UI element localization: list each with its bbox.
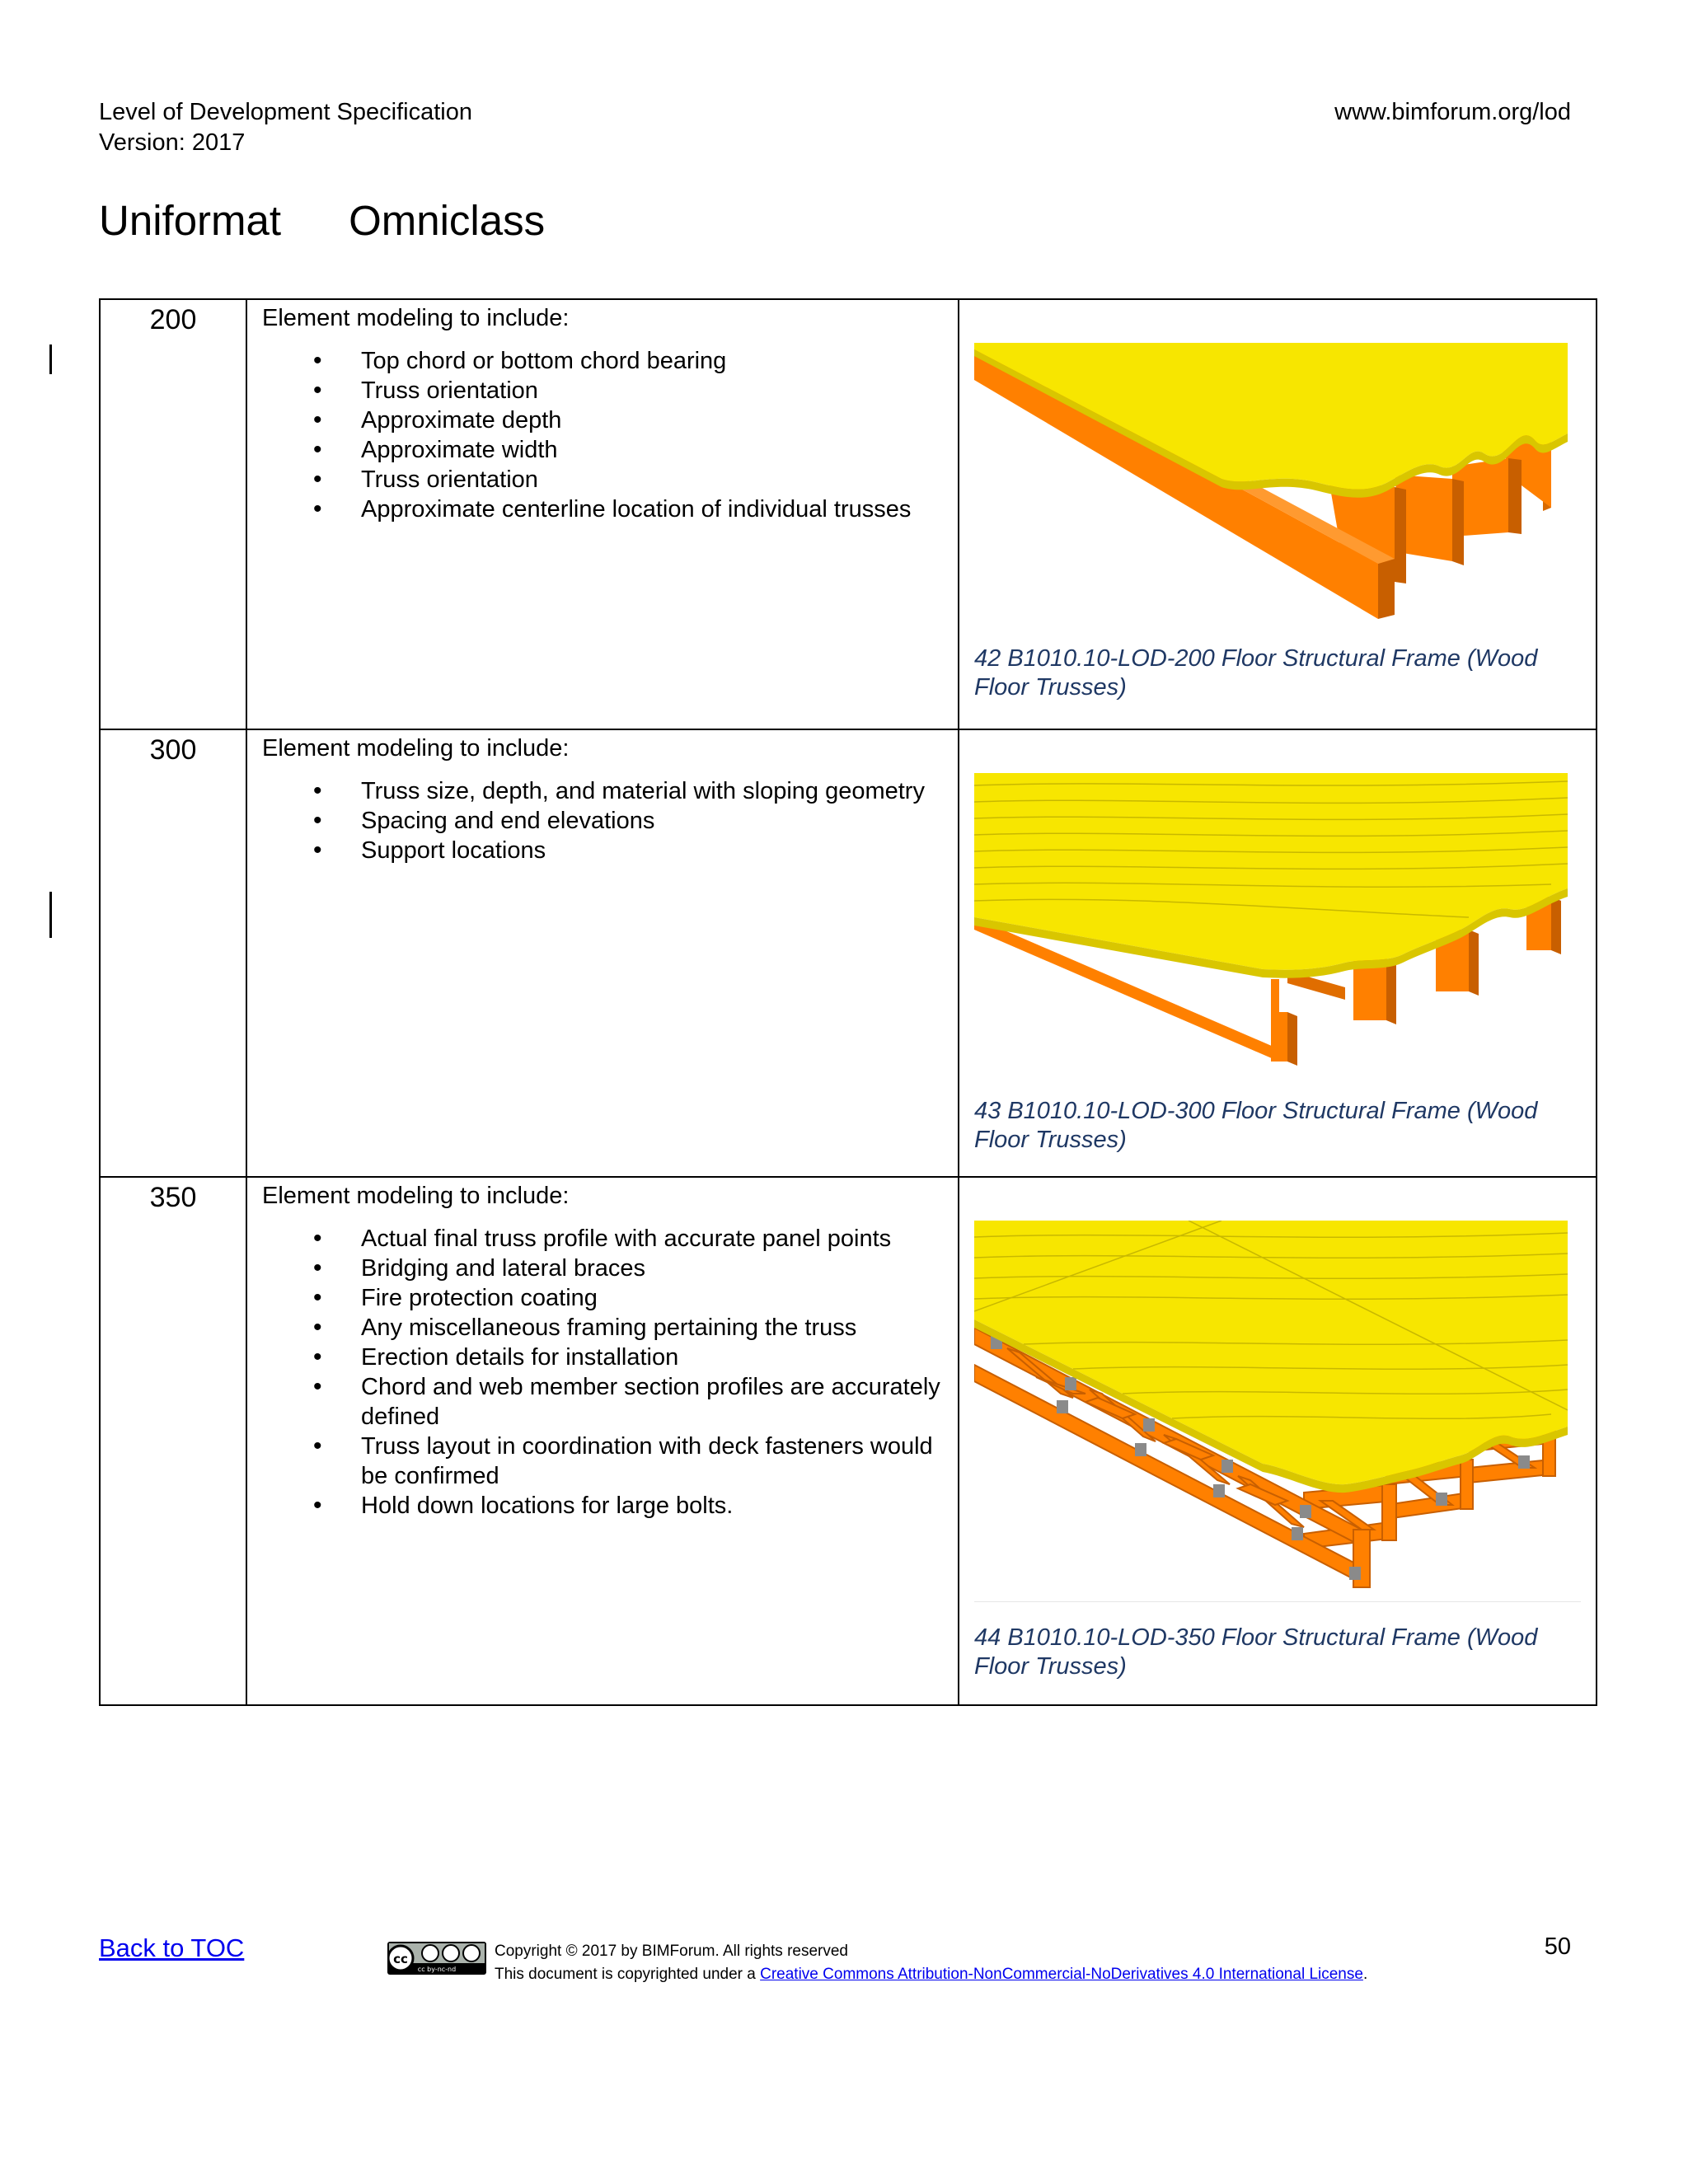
uniformat-heading: Uniformat [99,197,282,244]
requirements-cell [246,299,959,729]
illustration-cell [959,1177,1597,1705]
page-number: 50 [1544,1933,1571,1960]
doc-version: Version: 2017 [99,129,246,156]
document-header [99,97,472,158]
list-item: • Approximate width [262,435,943,465]
omniclass-heading: Omniclass [349,197,546,244]
back-to-toc-link[interactable]: Back to TOC [99,1933,245,1962]
requirements-list [262,1224,943,1521]
list-item: • Truss size, depth, and material with sloping geometry [262,776,943,806]
revision-bar [49,344,52,374]
list-item: • Approximate centerline location of individual trusses [262,494,943,524]
figure-caption: 44 B1010.10-LOD-350 Floor Structural Frame (Wood Floor Trusses) [974,1624,1538,1680]
truss-illustration-lod300 [974,730,1581,1097]
lod-level: 200 [100,299,246,729]
illustration-cell [959,729,1597,1177]
list-item: • Approximate depth [262,405,943,435]
list-item: • Any miscellaneous framing pertaining the truss [262,1313,943,1343]
list-item: • Fire protection coating [262,1283,943,1313]
copyright-notice [495,1940,1367,1986]
list-item: • Erection details for installation [262,1343,943,1372]
requirements-intro: Element modeling to include: [262,735,570,762]
requirements-cell [246,729,959,1177]
list-item: • Chord and web member section profiles are accurately defined [262,1372,943,1432]
figure-caption: 43 B1010.10-LOD-300 Floor Structural Frame (Wood Floor Trusses) [974,1098,1538,1153]
lod-spec-table [99,298,1597,1706]
figure-caption: 42 B1010.10-LOD-200 Floor Structural Frame (Wood Floor Trusses) [974,645,1538,701]
list-item: • Top chord or bottom chord bearing [262,346,943,376]
truss-illustration-lod200 [974,300,1581,644]
license-line: This document is copyrighted under a Creative Commons Attribution-NonCommercial-NoDerivatives 4.0 International License. [495,1966,1368,1983]
list-item: • Hold down locations for large bolts. [262,1491,943,1521]
requirements-intro: Element modeling to include: [262,1183,570,1209]
requirements-list [262,776,943,865]
list-item: • Truss layout in coordination with deck fasteners would be confirmed [262,1432,943,1491]
copyright-line: Copyright © 2017 by BIMForum. All rights reserved [495,1943,849,1960]
requirements-intro: Element modeling to include: [262,305,570,331]
revision-bar [49,892,52,938]
cc-license-badge [387,1942,486,1975]
lod-level: 350 [100,1177,246,1705]
svg-text:cc: cc [393,1952,408,1966]
lod-level: 300 [100,729,246,1177]
section-heading [99,194,545,247]
illustration-cell [959,299,1597,729]
table-row [100,729,1597,1177]
list-item: • Bridging and lateral braces [262,1254,943,1283]
list-item: • Actual final truss profile with accurate panel points [262,1224,943,1254]
truss-illustration-lod350 [974,1178,1581,1602]
list-item: • Truss orientation [262,376,943,405]
table-row [100,1177,1597,1705]
list-item: • Support locations [262,836,943,865]
cc-badge-text: cc by-nc-nd [417,1966,457,1973]
table-row [100,299,1597,729]
list-item: • Spacing and end elevations [262,806,943,836]
doc-url: www.bimforum.org/lod [1334,99,1571,125]
requirements-list [262,346,943,524]
doc-title: Level of Development Specification [99,99,472,125]
list-item: • Truss orientation [262,465,943,494]
requirements-cell [246,1177,959,1705]
license-link[interactable]: Creative Commons Attribution-NonCommercial-NoDerivatives 4.0 International License [760,1966,1363,1983]
